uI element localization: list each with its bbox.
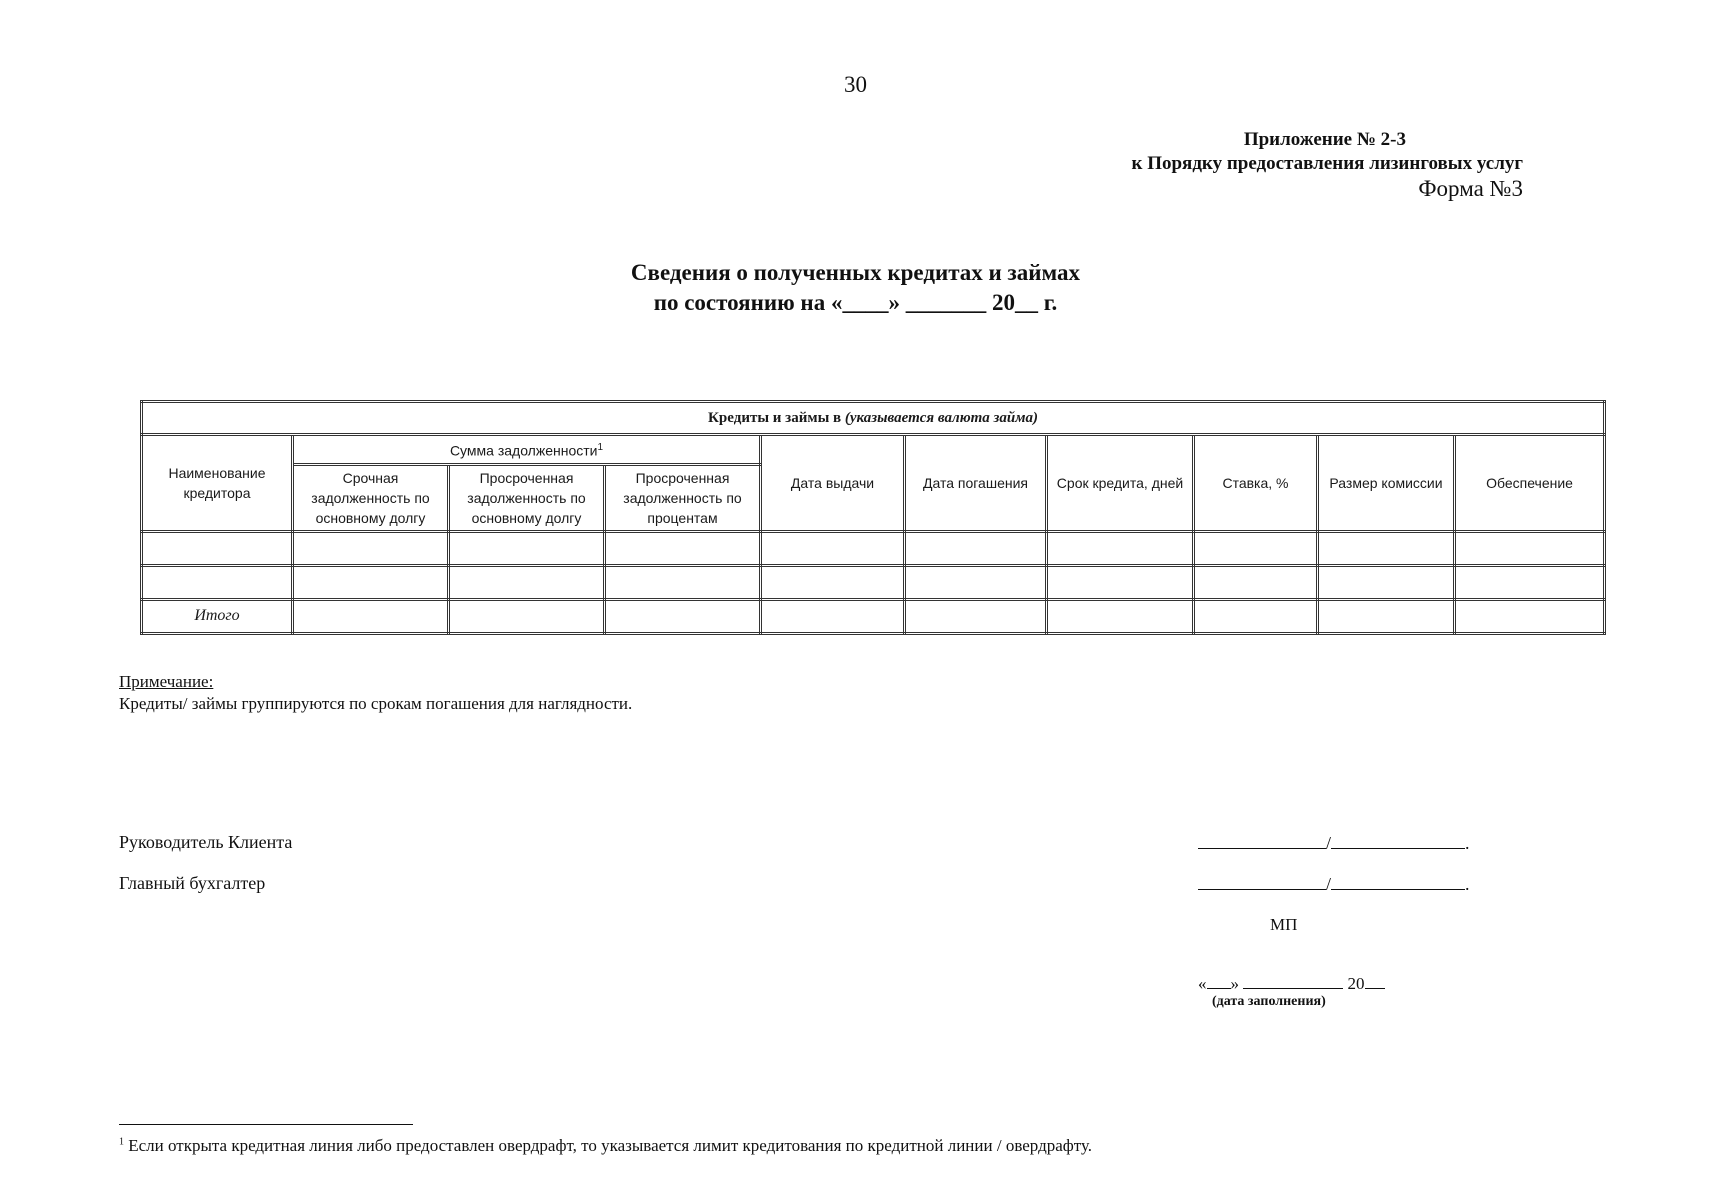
head-signature-field[interactable]: / . — [1198, 832, 1470, 854]
footnote-divider — [119, 1124, 413, 1125]
table-row — [142, 565, 1605, 599]
document-title: Сведения о полученных кредитах и займах — [630, 260, 1081, 285]
name-line[interactable] — [1331, 873, 1465, 890]
form-label: Форма №3 — [1418, 176, 1523, 201]
table-cell[interactable] — [1194, 531, 1318, 565]
col-group-debt-sum — [293, 435, 761, 465]
table-cell[interactable] — [605, 565, 761, 599]
signature-line[interactable] — [1198, 832, 1326, 849]
table-total-row — [142, 599, 1605, 633]
table-cell[interactable] — [905, 599, 1047, 633]
fill-date-field[interactable] — [1198, 972, 1385, 994]
footnote-text: Если открыта кредитная линия либо предоставлен овердрафт, то указывается лимит кредитования по кредитной линии / овердрафту. — [128, 1136, 1093, 1155]
name-line[interactable] — [1331, 832, 1465, 849]
table-cell[interactable] — [1318, 565, 1455, 599]
col-overdue-principal: Просроченная задолженность по основному долгу — [449, 464, 605, 531]
table-cell[interactable] — [1047, 531, 1194, 565]
accountant-signature-label: Главный бухгалтер — [119, 873, 266, 893]
appendix-subtitle: к Порядку предоставления лизинговых услуг — [1131, 153, 1523, 174]
note-text: Кредиты/ займы группируются по срокам погашения для наглядности. — [119, 694, 633, 713]
table-cell[interactable] — [293, 599, 449, 633]
table-cell[interactable] — [449, 565, 605, 599]
col-term-days: Срок кредита, дней — [1047, 435, 1194, 532]
table-top-header — [142, 402, 1605, 435]
appendix-title: Приложение № 2-3 — [1243, 129, 1406, 150]
document-title-date: по состоянию на «____» _______ 20__ г. — [653, 290, 1058, 315]
table-cell[interactable] — [605, 531, 761, 565]
credits-table — [140, 400, 1606, 635]
col-rate: Ставка, % — [1194, 435, 1318, 532]
table-cell[interactable] — [1318, 599, 1455, 633]
table-cell[interactable] — [1047, 565, 1194, 599]
month-line[interactable] — [1243, 972, 1343, 989]
currency-placeholder: (указывается валюта займа) — [844, 410, 1039, 426]
table-cell[interactable] — [1194, 565, 1318, 599]
col-commission: Размер комиссии — [1318, 435, 1455, 532]
table-cell[interactable] — [905, 565, 1047, 599]
table-cell[interactable] — [1318, 531, 1455, 565]
credits-table-container — [140, 400, 1603, 635]
year-line[interactable] — [1365, 972, 1385, 989]
accountant-signature-field[interactable]: / . — [1198, 873, 1470, 895]
col-overdue-interest: Просроченная задолженность по процентам — [605, 464, 761, 531]
table-cell[interactable] — [761, 565, 905, 599]
stamp-label: МП — [1270, 915, 1298, 934]
table-cell[interactable] — [761, 599, 905, 633]
col-issue-date: Дата выдачи — [761, 435, 905, 532]
total-label: Итого — [142, 599, 293, 633]
day-line[interactable] — [1207, 972, 1231, 989]
table-cell[interactable] — [605, 599, 761, 633]
col-collateral: Обеспечение — [1455, 435, 1605, 532]
table-top-header-prefix: Кредиты и займы в — [708, 410, 845, 426]
table-cell[interactable] — [1194, 599, 1318, 633]
date-caption: (дата заполнения) — [1212, 994, 1326, 1009]
footnote-mark: 1 — [119, 1136, 124, 1148]
table-cell[interactable] — [905, 531, 1047, 565]
table-cell[interactable] — [1455, 531, 1605, 565]
col-creditor: Наименование кредитора — [142, 435, 293, 532]
footnote — [119, 1136, 1092, 1156]
col-repayment-date: Дата погашения — [905, 435, 1047, 532]
head-signature-label: Руководитель Клиента — [119, 832, 293, 852]
signature-line[interactable] — [1198, 873, 1326, 890]
table-row — [142, 531, 1605, 565]
table-cell[interactable] — [142, 565, 293, 599]
page-number: 30 — [844, 72, 867, 97]
date-year: 20 — [1347, 974, 1365, 993]
note-heading: Примечание: — [119, 672, 214, 691]
date-quote-open: « — [1198, 974, 1207, 993]
footnote-mark: 1 — [597, 442, 604, 453]
col-current-principal: Срочная задолженность по основному долгу — [293, 464, 449, 531]
table-cell[interactable] — [1455, 565, 1605, 599]
table-cell[interactable] — [449, 599, 605, 633]
table-cell[interactable] — [293, 565, 449, 599]
table-cell[interactable] — [293, 531, 449, 565]
table-cell[interactable] — [1455, 599, 1605, 633]
table-cell[interactable] — [1047, 599, 1194, 633]
table-cell[interactable] — [761, 531, 905, 565]
date-quote-close: » — [1230, 974, 1239, 993]
table-cell[interactable] — [142, 531, 293, 565]
table-cell[interactable] — [449, 531, 605, 565]
debt-sum-label: Сумма задолженности — [449, 442, 598, 459]
